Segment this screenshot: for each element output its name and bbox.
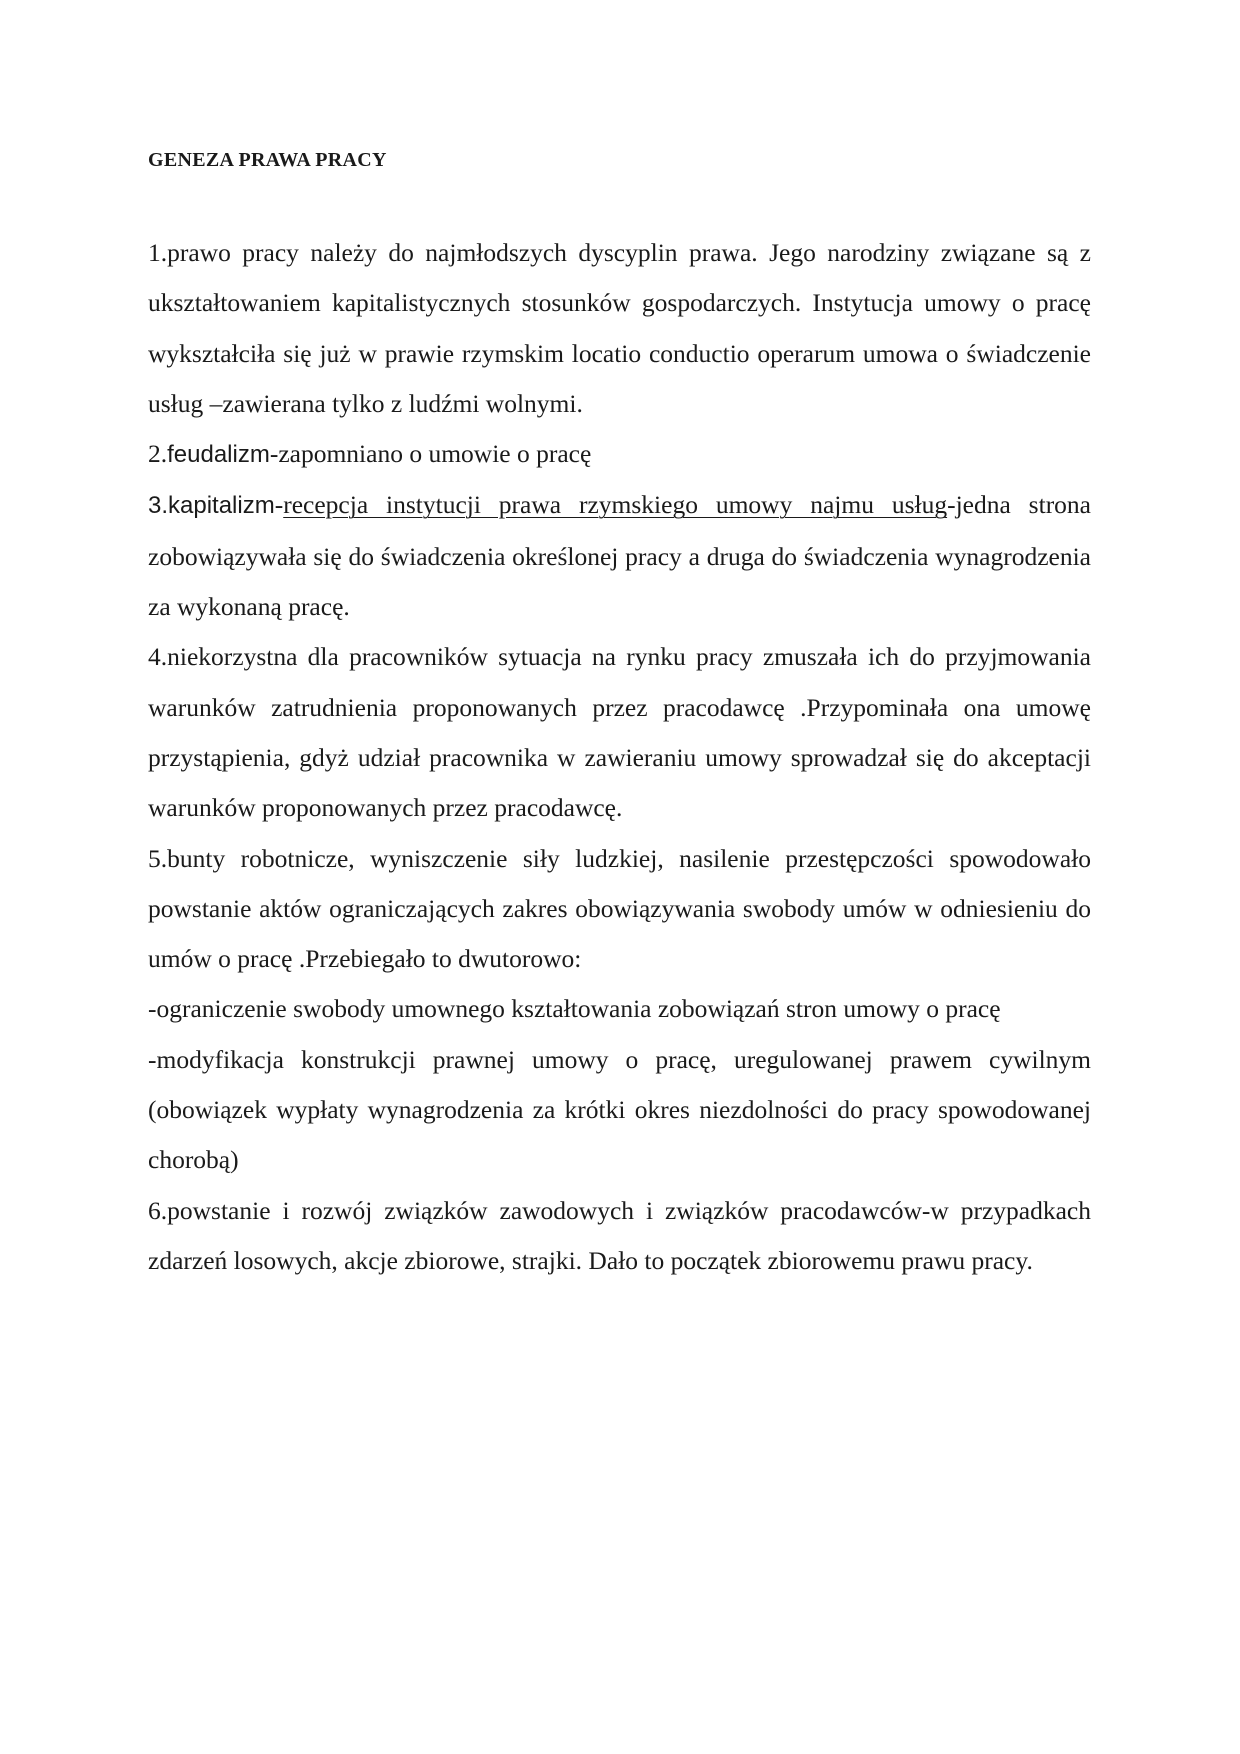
paragraph-3	[148, 480, 1091, 632]
document-title: GENEZA PRAWA PRACY	[148, 149, 387, 171]
paragraph-2	[148, 429, 1091, 480]
paragraph-3-number: 3.	[148, 492, 169, 520]
document-body	[148, 228, 1091, 1286]
paragraph-3-dash: -	[274, 490, 284, 520]
paragraph-6: 6.powstanie i rozwój związków zawodowych i związków pracodawców-w przypadkach zdarzeń losowych, akcje zbiorowe, strajki. Dało to początek zbiorowemu prawu pracy.	[148, 1195, 1091, 1275]
paragraph-2-text: -zapomniano o umowie o pracę	[269, 439, 592, 469]
paragraph-3-term: kapitalizm	[168, 492, 275, 520]
paragraph-5: 5.bunty robotnicze, wyniszczenie siły ludzkiej, nasilenie przestępczości spowodowało powstanie aktów ograniczających zakres obowiązywania swobody umów w odniesieniu do umów o pracę .Przebiegało to dwutorowo:	[148, 843, 1091, 974]
paragraph-5a: -ograniczenie swobody umownego kształtowania zobowiązań stron umowy o pracę	[148, 994, 1001, 1024]
paragraph-2-number: 2.	[148, 439, 168, 469]
paragraph-3-underlined: recepcja instytucji prawa rzymskiego umowy najmu usług	[283, 490, 948, 520]
paragraph-4: 4.niekorzystna dla pracowników sytuacja na rynku pracy zmuszała ich do przyjmowania warunków zatrudnienia proponowanych przez pracodawcę .Przypominała ona umowę przystąpienia, gdyż udział pracownika w zawieraniu umowy sprowadzał się do akceptacji warunków proponowanych przez pracodawcę.	[148, 642, 1091, 823]
paragraph-5b: -modyfikacja konstrukcji prawnej umowy o pracę, uregulowanej prawem cywilnym (obowiązek wypłaty wynagrodzenia za krótki okres niezdolności do pracy spowodowanej chorobą)	[148, 1044, 1091, 1175]
paragraph-3-text: -jedna strona zobowiązywała się do świadczenia określonej pracy a druga do świadczenia wynagrodzenia za wykonaną pracę.	[148, 490, 1092, 622]
paragraph-1: 1.prawo pracy należy do najmłodszych dyscyplin prawa. Jego narodziny związane są z ukształtowaniem kapitalistycznych stosunków gospodarczych. Instytucja umowy o pracę wykształciła się już w prawie rzymskim locatio conductio operarum umowa o świadczenie usług –zawierana tylko z ludźmi wolnymi.	[148, 238, 1091, 418]
paragraph-2-term: feudalizm	[167, 441, 270, 469]
